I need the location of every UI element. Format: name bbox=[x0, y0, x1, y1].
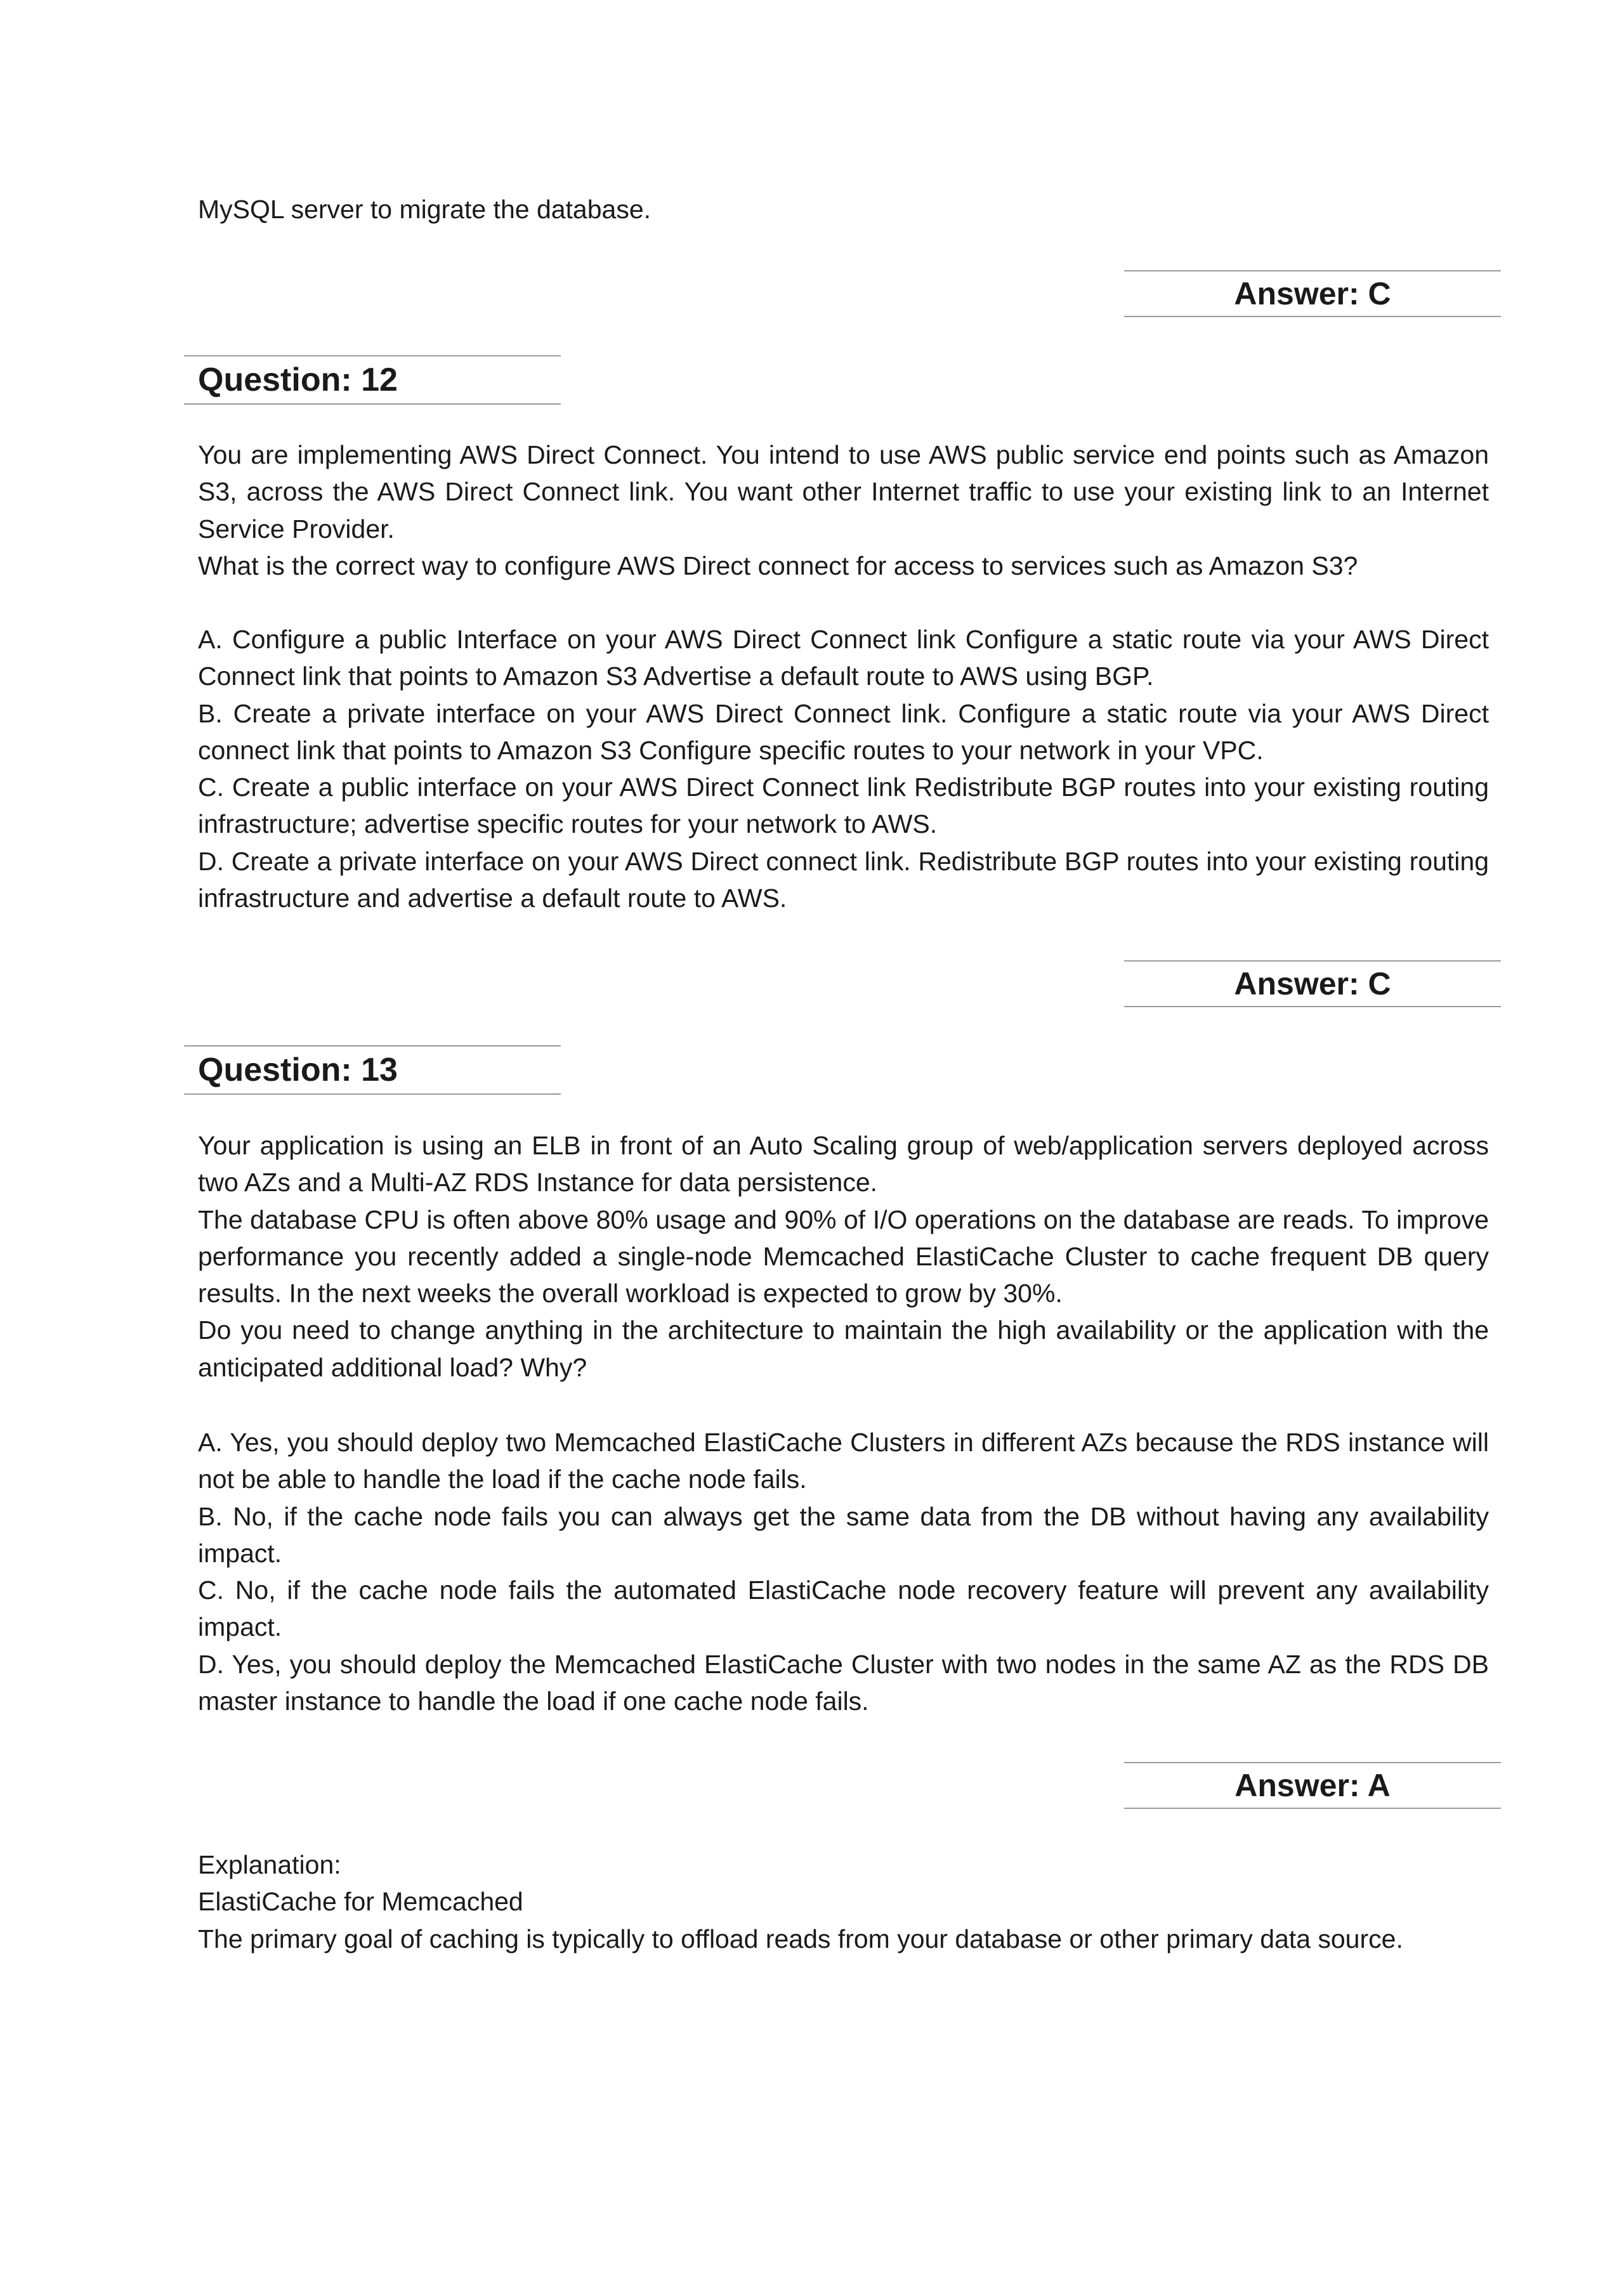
option-c: C. Create a public interface on your AWS Direct Connect link Redistribute BGP routes into your existing routing infrastructure; advertise specific routes for your network to AWS. bbox=[198, 773, 1489, 839]
answer-box-11 bbox=[1124, 270, 1501, 317]
explanation-label: Explanation: bbox=[198, 1850, 341, 1879]
explanation-block bbox=[198, 1846, 1489, 1957]
question-13-stem bbox=[198, 1127, 1489, 1386]
stem-paragraph: Do you need to change anything in the architecture to maintain the high availability or the application with the anticipated additional load? Why? bbox=[198, 1315, 1489, 1382]
continuation-line: MySQL server to migrate the database. bbox=[198, 195, 652, 224]
question-12-stem bbox=[198, 436, 1489, 584]
answer-label: Answer: C bbox=[1234, 276, 1391, 311]
answer-label: Answer: A bbox=[1234, 1768, 1391, 1803]
answer-box-13 bbox=[1124, 1762, 1501, 1809]
question-12-options bbox=[198, 621, 1489, 916]
stem-paragraph: You are implementing AWS Direct Connect. You intend to use AWS public service end points such as Amazon S3, across the AWS Direct Connect link. You want other Internet traffic to use your existing link to an Internet Service Provider. bbox=[198, 440, 1489, 544]
option-a: A. Yes, you should deploy two Memcached ElastiCache Clusters in different AZs because the RDS instance will not be able to handle the load if the cache node fails. bbox=[198, 1428, 1489, 1494]
option-d: D. Yes, you should deploy the Memcached ElastiCache Cluster with two nodes in the same AZ as the RDS DB master instance to handle the load if one cache node fails. bbox=[198, 1649, 1489, 1716]
stem-paragraph: Your application is using an ELB in front of an Auto Scaling group of web/application servers deployed across two AZs and a Multi-AZ RDS Instance for data persistence. bbox=[198, 1131, 1489, 1197]
option-b: B. No, if the cache node fails you can always get the same data from the DB without having any availability impact. bbox=[198, 1501, 1489, 1568]
question-heading-12 bbox=[184, 355, 561, 405]
option-c: C. No, if the cache node fails the automated ElastiCache node recovery feature will prevent any availability impact. bbox=[198, 1575, 1489, 1642]
explanation-heading: ElastiCache for Memcached bbox=[198, 1887, 523, 1917]
answer-box-12 bbox=[1124, 960, 1501, 1007]
option-d: D. Create a private interface on your AWS Direct connect link. Redistribute BGP routes into your existing routing infrastructure and advertise a default route to AWS. bbox=[198, 846, 1489, 913]
question-heading-13 bbox=[184, 1045, 561, 1095]
stem-paragraph: The database CPU is often above 80% usage and 90% of I/O operations on the database are reads. To improve performance you recently added a single-node Memcached ElastiCache Cluster to cache frequent DB query results. In the next weeks the overall workload is expected to grow by 30%. bbox=[198, 1204, 1489, 1308]
question-title: Question: 12 bbox=[198, 362, 398, 398]
explanation-body: The primary goal of caching is typically to offload reads from your database or other primary data source. bbox=[198, 1924, 1403, 1954]
stem-paragraph: What is the correct way to configure AWS Direct connect for access to services such as Amazon S3? bbox=[198, 551, 1358, 580]
answer-label: Answer: C bbox=[1234, 966, 1391, 1001]
question-title: Question: 13 bbox=[198, 1052, 398, 1088]
option-a: A. Configure a public Interface on your AWS Direct Connect link Configure a static route via your AWS Direct Connect link that points to Amazon S3 Advertise a default route to AWS using BGP. bbox=[198, 625, 1489, 691]
question-13-options bbox=[198, 1424, 1489, 1719]
option-b: B. Create a private interface on your AWS Direct Connect link. Configure a static route via your AWS Direct connect link that points to Amazon S3 Configure specific routes to your network in your VPC. bbox=[198, 698, 1489, 765]
